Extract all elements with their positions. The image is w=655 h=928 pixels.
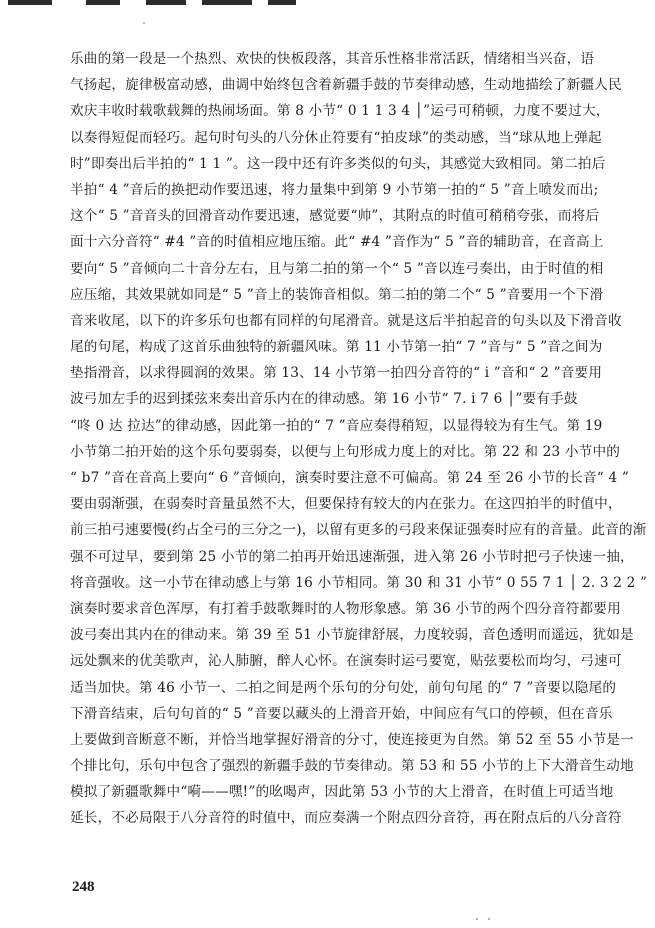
text-line: 前三拍弓速要慢(约占全弓的三分之一)，以留有更多的弓段来保证强奏时应有的音量。此音的渐 [70,522,647,539]
text-line: 波弓奏出其内在的律动来。第 39 至 51 小节旋律舒展，力度较弱，音色透明而遥远，犹如是 [70,627,634,644]
text-line: 时”即奏出后半拍的“ 1 1 ”。这一段中还有许多类似的句头，其感觉大致相同。第二拍后 [70,155,606,172]
text-line: 强不可过早，要到第 25 小节的第二拍再开始迅速渐强，进入第 26 小节时把弓子快速一抽， [70,548,634,565]
header-rule-4 [202,0,252,5]
header-rule-3 [146,0,186,5]
text-line: 乐曲的第一段是一个热烈、欢快的快板段落，其音乐性格非常活跃，情绪相当兴奋，语 [70,51,595,67]
text-line: 要由弱渐强，在弱奏时音量虽然不大，但要保持有较大的内在张力。在这四拍半的时值中， [70,496,622,513]
text-line: 远处飘来的优美歌声，沁人肺腑，醉人心怀。在演奏时运弓要宽，贴弦要松而均匀，弓速可 [70,653,622,670]
text-line: 上要做到音断意不断，并恰当地掌握好滑音的分寸，使连接更为自然。第 52 至 55 小节是一 [70,731,634,748]
text-line: 垫指滑音，以求得圆润的效果。第 13、14 小节第一拍四分音符的“ i ”音和“ 2 ”音要用 [70,365,603,382]
text-line: 这个“ 5 ”音音头的回滑音动作要迅速，感觉要“帅”，其附点的时值可稍稍夸张，而将后 [70,208,600,225]
scan-speck [488,918,490,920]
text-line: 气扬起，旋律极富动感，曲调中始终包含着新疆手鼓的节奏律动感，生动地描绘了新疆人民 [70,77,622,94]
text-line: 下滑音结束，后句句首的“ 5 ”音要以藏头的上滑音开始，中间应有气口的停顿，但在音乐 [70,705,613,722]
text-line: 音来收尾，以下的许多乐句也都有同样的句尾滑音。就是这后半拍起音的句头以及下滑音收 [70,312,622,329]
scan-speck [143,22,145,24]
text-line: 演奏时要求音色浑厚，有打着手鼓歌舞时的人物形象感。第 36 小节的两个四分音符都要用 [70,600,621,617]
text-line: 半拍“ 4 ”音后的换把动作要迅速，将力量集中到第 9 小节第一拍的“ 5 ”音上喷发而出; [70,181,599,198]
text-line: “咚 0 达 拉达”的律动感，因此第一拍的“ 7 ”音应奏得稍短，以显得较为有生气。第 19 [70,417,603,434]
text-line: 将音强收。这一小节在律动感上与第 16 小节相同。第 30 和 31 小节“ 0 55 7 1 │ 2. 3 2 2 ” [70,574,648,591]
text-line: 应压缩，其效果就如同是“ 5 ”音上的装饰音相似。第二拍的第二个“ 5 ”音要用一个下滑 [70,286,604,303]
text-line: 小节第二拍开始的这个乐句要弱奏，以便与上句形成力度上的对比。第 22 和 23 小节中的 [70,443,621,460]
header-rule-2 [86,0,120,5]
text-line: “ b7 ”音在音高上要向“ 6 ”音倾向，演奏时要注意不可偏高。第 24 至 26 小节的长音“ 4 ” [70,470,629,486]
text-line: 波弓加左手的迟到揉弦来奏出音乐内在的律动感。第 16 小节“ 7. i 7 6 │”要有手鼓 [70,391,578,408]
header-rule-1 [8,0,52,5]
text-line: 尾的句尾，构成了这首乐曲独特的新疆风味。第 11 小节第一拍“ 7 ”音与“ 5 ”音之间为 [70,339,603,356]
page-number: 248 [72,879,95,895]
body-text [70,46,648,832]
text-line: 模拟了新疆歌舞中“嗬——嘿!”的吆喝声，因此第 53 小节的大上滑音，在时值上可适当地 [70,784,614,801]
text-line: 欢庆丰收时载歌载舞的热闹场面。第 8 小节“ 0 1 1 3 4 │”运弓可稍顿，力度不要过大， [70,103,610,120]
text-line: 以奏得短促而轻巧。起句时句头的八分休止符要有“拍皮球”的类动感，当“球从地上弹起 [70,129,602,146]
text-line: 延长，不必局限于八分音符的时值中，而应奏满一个附点四分音符，再在附点后的八分音符 [70,810,622,827]
text-line: 要向“ 5 ”音倾向二十音分左右，且与第二拍的第一个“ 5 ”音以连弓奏出，由于时值的相 [70,260,604,277]
header-rule-5 [268,0,296,5]
scan-speck [476,918,478,920]
text-line: 面十六分音符“ #4 ”音的时值相应地压缩。此“ #4 ”音作为“ 5 ”音的辅助音，在音高上 [70,234,604,251]
text-line: 个排比句，乐句中包含了强烈的新疆手鼓的节奏律动。第 53 和 55 小节的上下大滑音生动地 [70,758,634,775]
text-line: 适当加快。第 46 小节一、二拍之间是两个乐句的分句处，前句句尾 的“ 7 ”音要以隐尾的 [70,679,617,696]
